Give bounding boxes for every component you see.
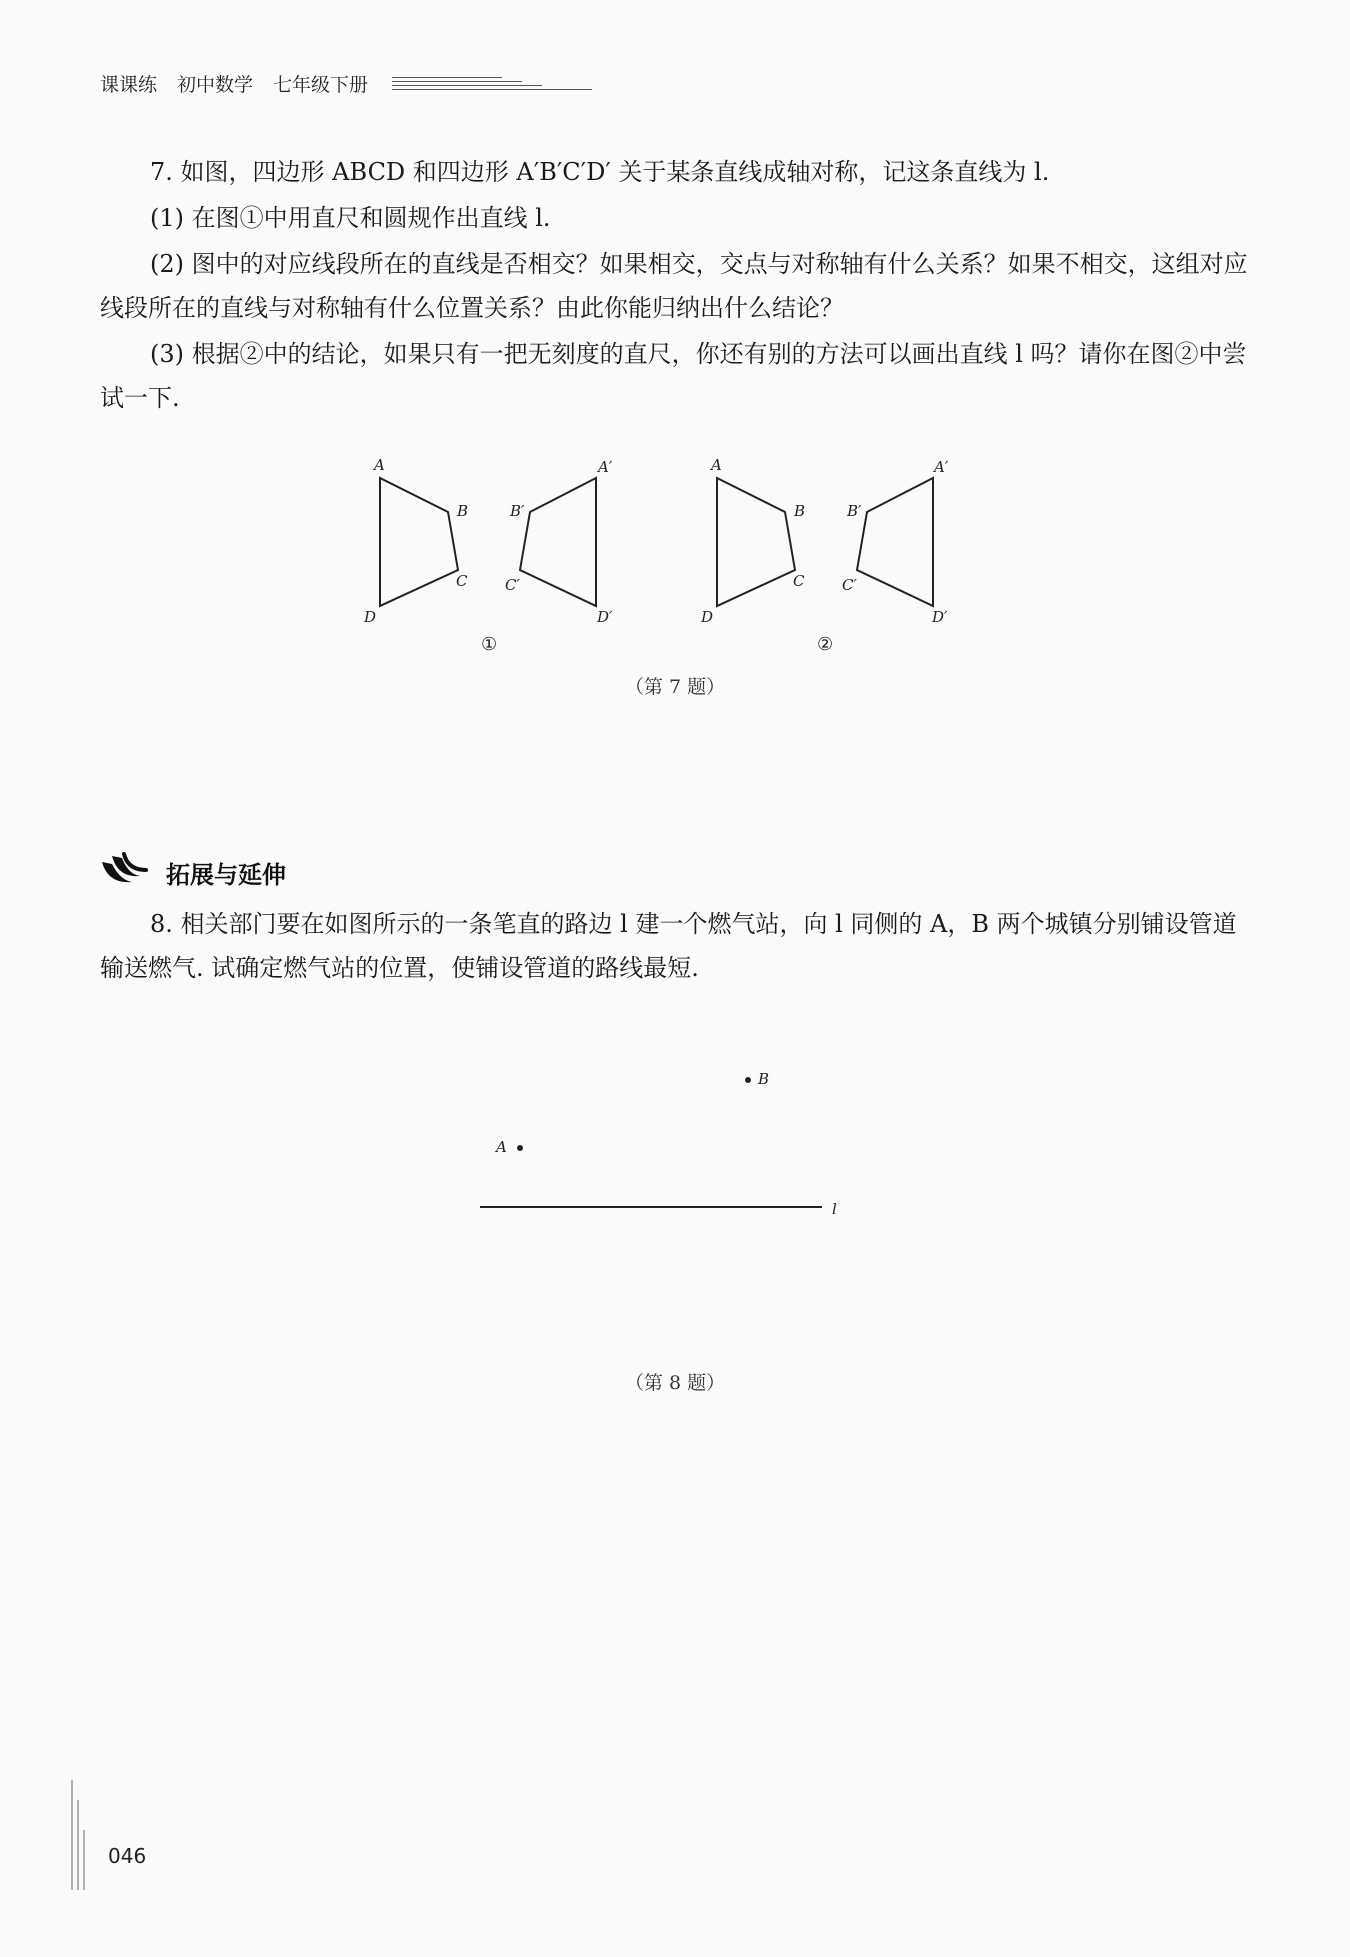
section-heading: [98, 852, 286, 892]
label-d1-2: D′: [932, 608, 948, 626]
q7-stem: 7. 如图，四边形 ABCD 和四边形 A′B′C′D′ 关于某条直线成轴对称，记这条直线为 l.: [150, 158, 1050, 186]
figure1: [380, 478, 596, 606]
label-d-1: D: [364, 608, 377, 626]
header-level: 初中数学: [177, 74, 254, 96]
q8-figure: [0, 1040, 1350, 1240]
sub-label-2: ②: [817, 634, 834, 655]
label-a-2: A: [711, 456, 722, 474]
label-a1-1: A′: [598, 458, 613, 476]
header-series: 课课练: [100, 74, 158, 96]
quad-abcd-1: [380, 478, 458, 606]
label-b1-2: B′: [847, 502, 862, 520]
label-point-b: B: [758, 1070, 770, 1088]
q7-caption: （第 7 题）: [624, 676, 726, 698]
label-c-2: C: [793, 572, 805, 590]
q7-part3: (3) 根据②中的结论，如果只有一把无刻度的直尺，你还有别的方法可以画出直线 l 吗？请你在图②中尝试一下.: [100, 340, 1247, 412]
q8-caption: （第 8 题）: [624, 1372, 726, 1394]
quad-a1b1c1d1-1: [520, 478, 596, 606]
header-grade: 七年级下册: [273, 74, 369, 96]
label-point-a: A: [496, 1138, 507, 1156]
label-b-1: B: [457, 502, 469, 520]
point-b: [745, 1077, 751, 1083]
label-c-1: C: [456, 572, 468, 590]
section-title: 拓展与延伸: [166, 860, 286, 889]
section-logo-icon: [98, 852, 158, 892]
q7-part1: (1) 在图①中用直尺和圆规作出直线 l.: [150, 204, 551, 232]
page-number: 046: [108, 1844, 147, 1868]
label-a-1: A: [374, 456, 385, 474]
sub-label-1: ①: [481, 634, 498, 655]
label-line-l: l: [832, 1200, 837, 1218]
figure2: [717, 478, 933, 606]
label-c1-2: C′: [842, 576, 857, 594]
q8-text: 8. 相关部门要在如图所示的一条笔直的路边 l 建一个燃气站，向 l 同侧的 A，B 两个城镇分别铺设管道输送燃气. 试确定燃气站的位置，使铺设管道的路线最短.: [100, 910, 1237, 982]
q7-part2: (2) 图中的对应线段所在的直线是否相交？如果相交，交点与对称轴有什么关系？如果不相交，这组对应线段所在的直线与对称轴有什么位置关系？由此你能归纳出什么结论？: [100, 250, 1248, 322]
quad-a1b1c1d1-2: [857, 478, 933, 606]
label-a1-2: A′: [934, 458, 949, 476]
label-d-2: D: [701, 608, 714, 626]
label-b1-1: B′: [510, 502, 525, 520]
q7-figure: [0, 0, 1350, 700]
label-d1-1: D′: [597, 608, 613, 626]
quad-abcd-2: [717, 478, 795, 606]
label-c1-1: C′: [505, 576, 520, 594]
label-b-2: B: [794, 502, 806, 520]
point-a: [517, 1145, 523, 1151]
page-margin-lines: [70, 1780, 90, 1890]
